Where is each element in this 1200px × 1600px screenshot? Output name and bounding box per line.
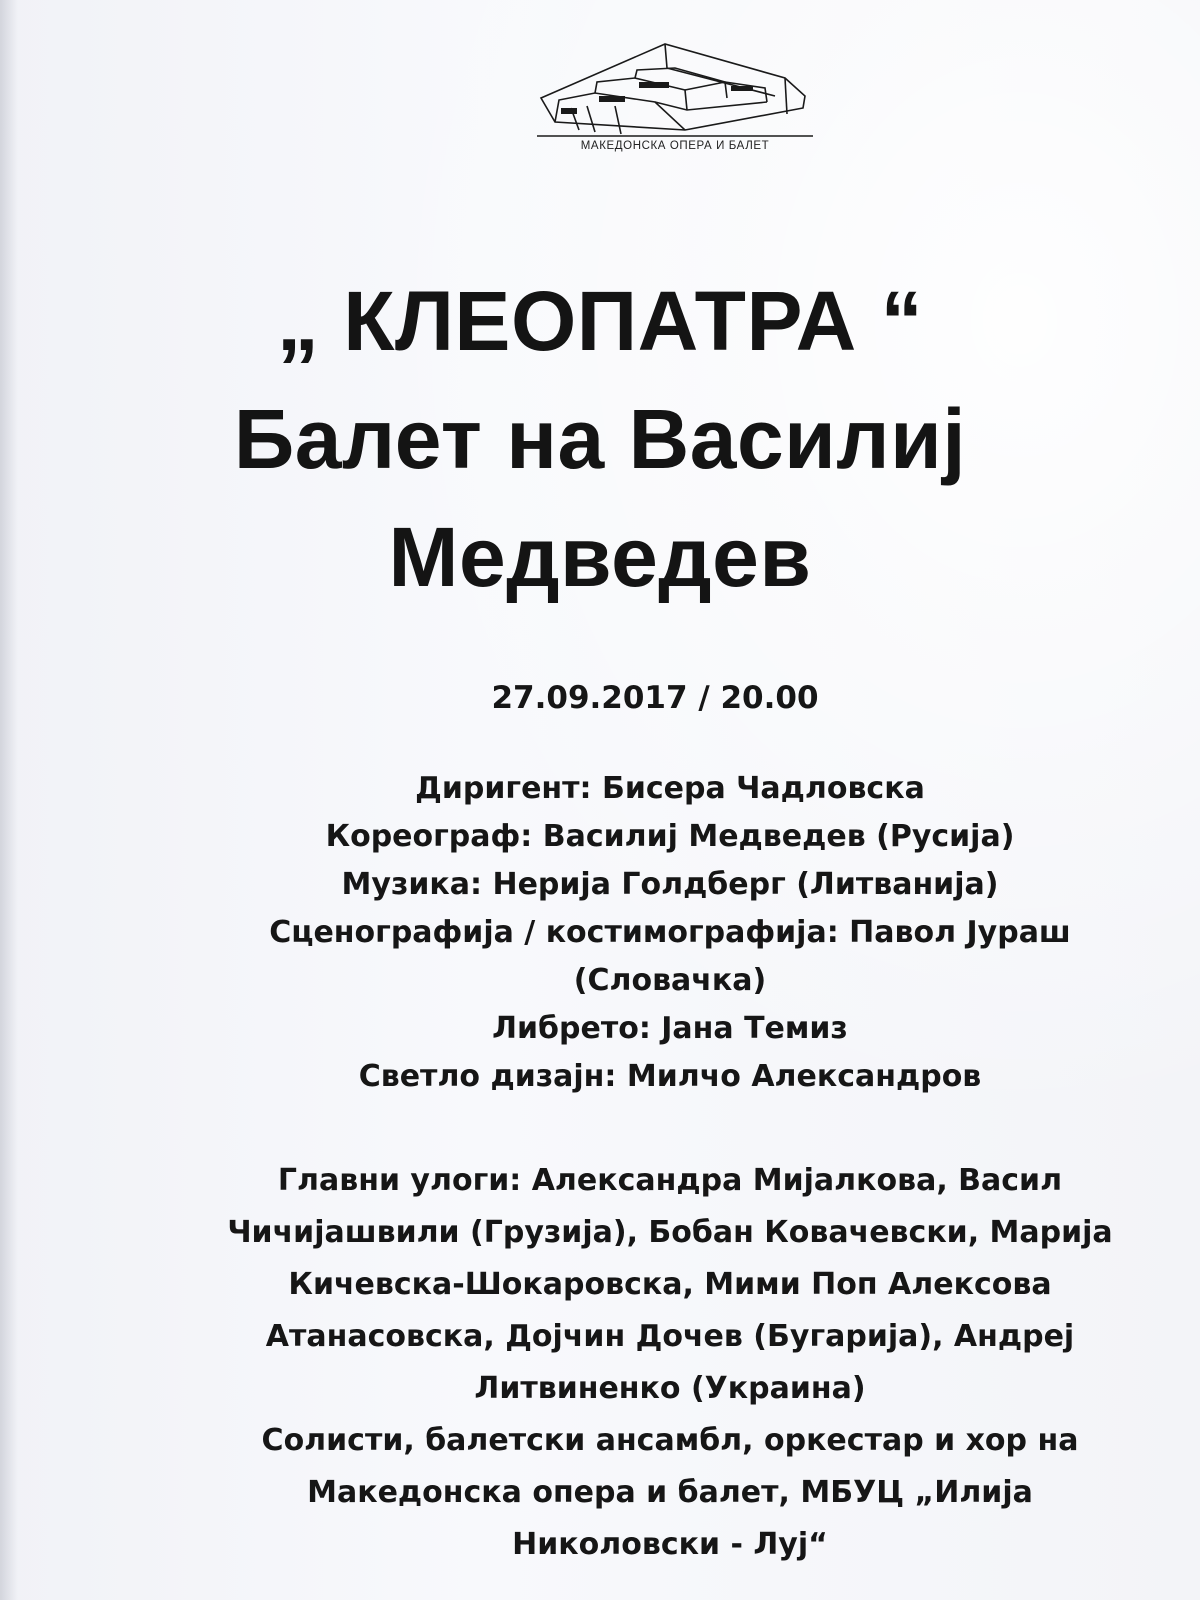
organization-name: МАКЕДОНСКА ОПЕРА И БАЛЕТ xyxy=(580,140,770,152)
cast-line: Солисти, балетски ансамбл, оркестар и хор на xyxy=(261,1423,1079,1458)
cast-line: Кичевска-Шокаровска, Мими Поп Алексова xyxy=(288,1267,1052,1302)
page-edge-shadow xyxy=(0,0,18,1600)
credit-libretto: Либрето: Јана Темиз xyxy=(492,1011,848,1046)
cast-line: Николовски - Луј“ xyxy=(512,1527,828,1562)
credits-list xyxy=(200,765,1140,1101)
credit-choreographer: Кореограф: Василиј Медведев (Русија) xyxy=(325,819,1015,854)
title-line-3: Медведев xyxy=(388,510,812,604)
title-line-2: Балет на Василиј xyxy=(233,392,967,486)
credit-set-costume-country: (Словачка) xyxy=(573,963,767,998)
credit-music: Музика: Нерија Голдберг (Литванија) xyxy=(341,867,999,902)
cast-list xyxy=(200,1155,1140,1571)
cast-line: Главни улоги: Александра Мијалкова, Васил xyxy=(277,1163,1063,1198)
cast-line: Атанасовска, Дојчин Дочев (Бугарија), Андреј xyxy=(265,1319,1075,1354)
title-block xyxy=(0,262,1200,616)
performance-date: 27.09.2017 / 20.00 xyxy=(491,680,819,716)
opera-building-icon xyxy=(535,38,815,138)
cast-line: Литвиненко (Украина) xyxy=(474,1371,866,1406)
cast-line: Македонска опера и балет, МБУЦ „Илија xyxy=(307,1475,1033,1510)
logo xyxy=(530,38,820,163)
title-line-1: „ КЛЕОПАТРА “ xyxy=(276,274,924,368)
credit-lighting: Светло дизајн: Милчо Александров xyxy=(358,1059,982,1094)
credit-conductor: Диригент: Бисера Чадловска xyxy=(415,771,925,806)
credit-set-costume: Сценографија / костимографија: Павол Јураш xyxy=(269,915,1071,950)
cast-line: Чичијашвили (Грузија), Бобан Ковачевски, Марија xyxy=(227,1215,1113,1250)
